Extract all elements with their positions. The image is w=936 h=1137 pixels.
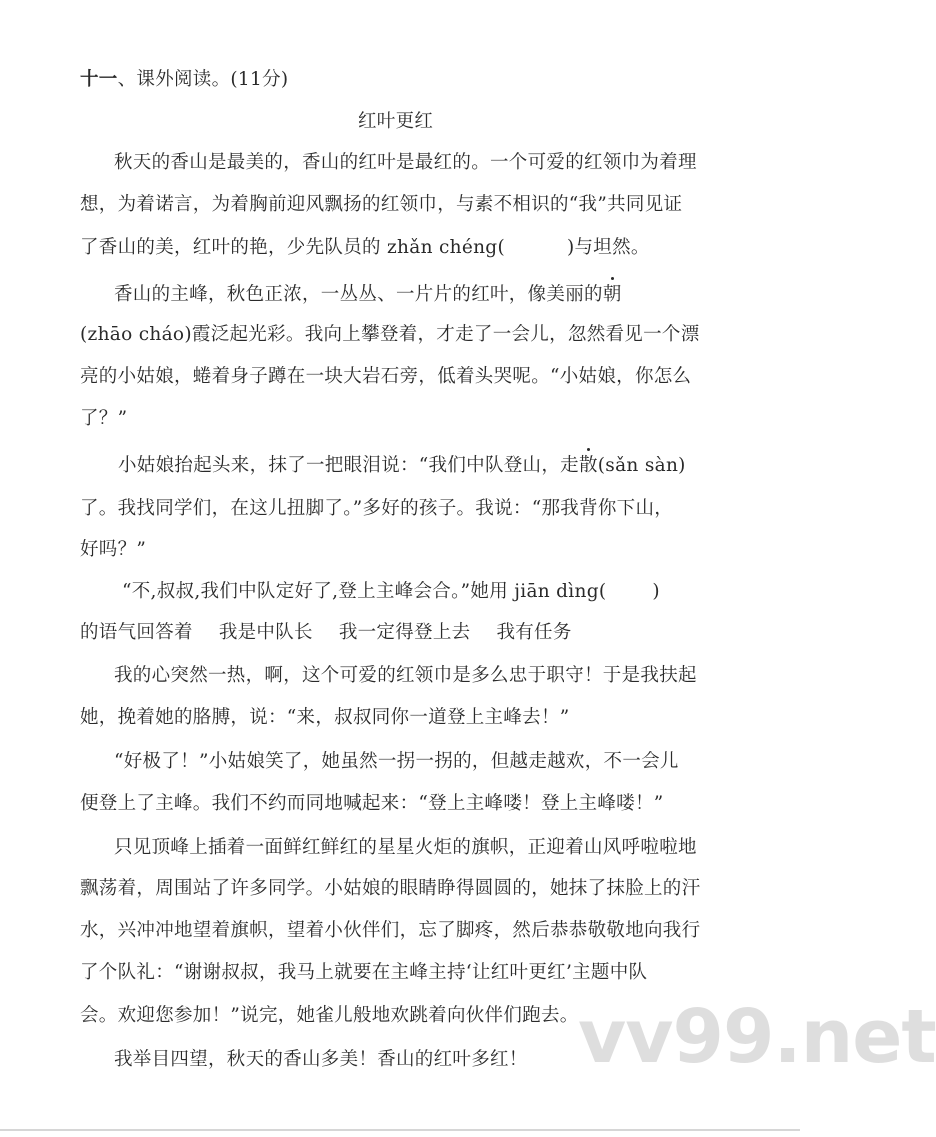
dotted-char-san: 散 xyxy=(578,455,598,476)
paragraph-4-line-1 xyxy=(122,580,660,604)
watermark-logo: vv99.net xyxy=(578,994,936,1080)
paragraph-7-line-4: 了个队礼：“谢谢叔叔，我马上就要在主峰主持‘让红叶更红’主题中队 xyxy=(80,962,648,983)
paragraph-1-line-1: 秋天的香山是最美的，香山的红叶是最红的。一个可爱的红领巾为着理 xyxy=(114,152,697,173)
paragraph-5-line-2: 她，挽着她的胳膊，说：“来，叔叔同你一道登上主峰去！” xyxy=(80,707,570,728)
paragraph-3-line-1-text: 小姑娘抬起头来，抹了一把眼泪说：“我们中队登山，走 xyxy=(118,455,579,476)
paragraph-2-line-1 xyxy=(114,283,622,307)
fill-blank-3: 我有任务 xyxy=(496,622,572,643)
paragraph-1-line-2: 想，为着诺言，为着胸前迎风飘扬的红领巾，与素不相识的“我”共同见证 xyxy=(80,194,683,215)
paragraph-7-line-2: 飘荡着，周围站了许多同学。小姑娘的眼睛睁得圆圆的，她抹了抹脸上的汗 xyxy=(80,878,701,899)
dotted-char-zhao: 朝 xyxy=(602,284,622,305)
paragraph-4-line-2-text: 的语气回答着 xyxy=(80,622,193,643)
paragraph-1-line-3 xyxy=(80,236,650,260)
fill-blank-1: 我是中队长 xyxy=(218,622,313,643)
paragraph-2-line-1-text: 香山的主峰，秋色正浓，一丛丛、一片片的红叶，像美丽的 xyxy=(114,284,603,305)
paragraph-4-line-2 xyxy=(80,621,572,645)
paragraph-7-line-5: 会。欢迎您参加！”说完，她雀儿般地欢跳着向伙伴们跑去。 xyxy=(80,1005,579,1026)
paragraph-6-line-2: 便登上了主峰。我们不约而同地喊起来：“登上主峰喽！登上主峰喽！” xyxy=(80,793,664,814)
paragraph-2-line-2: (zhāo cháo)霞泛起光彩。我向上攀登着，才走了一会儿，忽然看见一个漂 xyxy=(80,324,700,345)
paragraph-6-line-1: “好极了！”小姑娘笑了，她虽然一拐一拐的，但越走越欢，不一会儿 xyxy=(114,751,679,772)
paragraph-3-line-1 xyxy=(118,454,686,478)
pinyin-choice-san[interactable]: (sǎn sàn) xyxy=(597,455,686,476)
paragraph-3-line-2: 了。我找同学们，在这儿扭脚了。”多好的孩子。我说：“那我背你下山， xyxy=(80,498,674,519)
paragraph-5-line-1: 我的心突然一热，啊，这个可爱的红领巾是多么忠于职守！于是我扶起 xyxy=(114,665,697,686)
paragraph-1-line-3-tail: )与坦然。 xyxy=(566,237,650,258)
paragraph-2-line-4: 了？” xyxy=(80,408,128,429)
pinyin-question-zhancheng: 了香山的美，红叶的艳，少先队员的 zhǎn chéng( xyxy=(80,237,505,258)
section-heading xyxy=(80,68,288,92)
story-title: 红叶更红 xyxy=(358,111,434,132)
section-title: 、课外阅读。(11分) xyxy=(117,69,289,90)
paragraph-8-line-1: 我举目四望，秋天的香山多美！香山的红叶多红！ xyxy=(114,1049,528,1070)
pinyin-question-jianding: “不,叔叔,我们中队定好了,登上主峰会合。”她用 jiān dìng( xyxy=(122,581,607,602)
page-bottom-divider xyxy=(0,1129,800,1131)
section-number: 十一 xyxy=(80,69,118,90)
paragraph-7-line-3: 水，兴冲冲地望着旗帜，望着小伙伴们，忘了脚疼，然后恭恭敬敬地向我行 xyxy=(80,920,701,941)
paragraph-3-line-3: 好吗？” xyxy=(80,539,147,560)
fill-blank-2: 我一定得登上去 xyxy=(338,622,471,643)
paragraph-4-line-1-tail: ) xyxy=(652,581,660,602)
paragraph-2-line-3: 亮的小姑娘，蜷着身子蹲在一块大岩石旁，低着头哭呢。“小姑娘，你怎么 xyxy=(80,366,692,387)
paragraph-7-line-1: 只见顶峰上插着一面鲜红鲜红的星星火炬的旗帜，正迎着山风呼啦啦地 xyxy=(114,837,697,858)
